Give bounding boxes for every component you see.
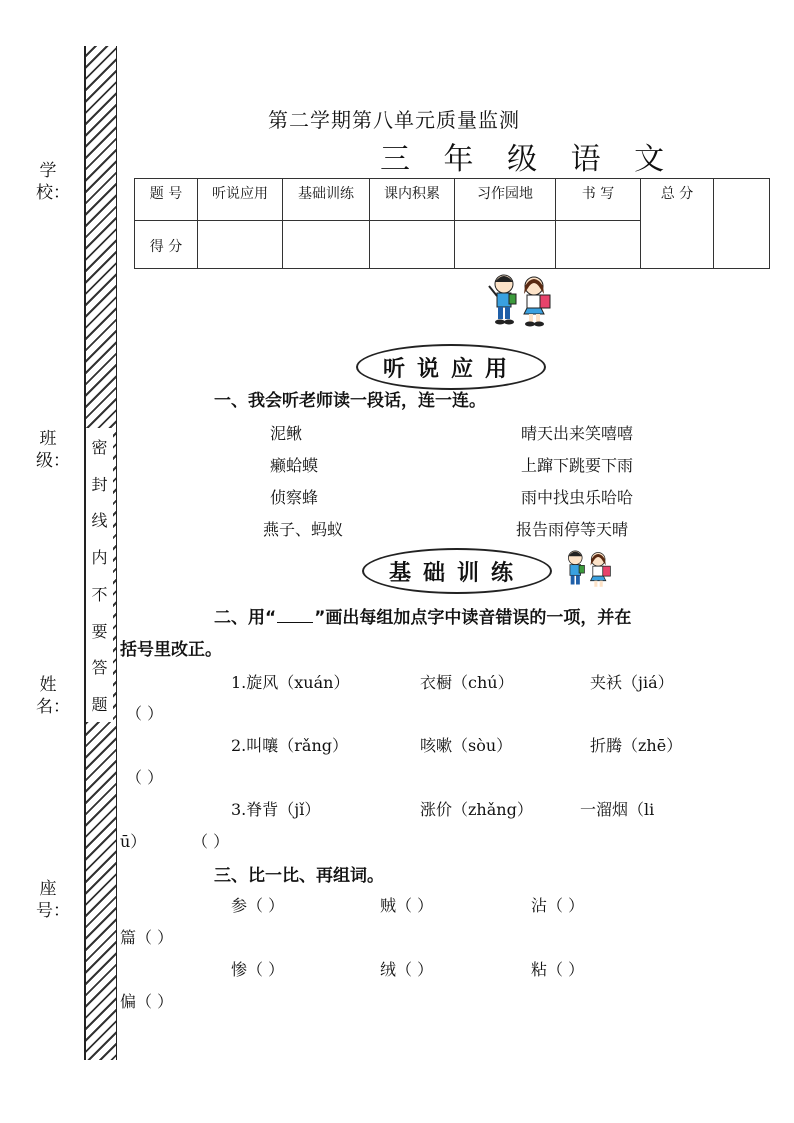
seal-char: 答 — [91, 658, 108, 678]
q3-item[interactable]: 绒（ ） — [380, 960, 434, 979]
seal-char: 要 — [91, 621, 108, 641]
score-header-cell: 习作园地 — [455, 179, 556, 221]
question-1-title: 一、我会听老师读一段话，连一连。 — [214, 391, 486, 411]
score-header-cell: 听说应用 — [198, 179, 283, 221]
q3-item[interactable]: 惨（ ） — [231, 960, 285, 979]
section-title-basics — [362, 548, 552, 594]
seal-notice — [86, 428, 113, 722]
section-title-listening — [356, 344, 546, 390]
question-2-title — [214, 603, 631, 628]
score-row-label: 得 分 — [135, 221, 198, 269]
school-label: 学校： — [36, 161, 70, 203]
q2-item-cont: ū） — [120, 832, 147, 851]
score-input-cell[interactable] — [556, 221, 641, 269]
section-title-text: 基础训练 — [388, 560, 525, 586]
class-label: 班级： — [36, 429, 70, 471]
q2-answer-paren[interactable]: （ ） — [126, 768, 164, 787]
q3-item[interactable]: 篇（ ） — [120, 928, 174, 947]
section-title-text: 听说应用 — [382, 356, 519, 382]
q2-item: 夹袄（jiá） — [590, 673, 674, 692]
q1-right-item: 雨中找虫乐哈哈 — [521, 488, 634, 507]
seat-label: 座号： — [36, 879, 70, 921]
score-total-value[interactable] — [714, 179, 770, 269]
q2-item: 涨价（zhǎng） — [420, 800, 533, 819]
score-table — [134, 178, 770, 269]
seal-char: 内 — [91, 548, 108, 568]
q1-left-item: 侦察蜂 — [270, 488, 319, 507]
exam-subject: 三 年 级 语 文 — [380, 142, 677, 177]
question-2-title-cont: 括号里改正。 — [120, 640, 222, 660]
score-input-cell[interactable] — [455, 221, 556, 269]
score-input-cell[interactable] — [370, 221, 455, 269]
score-header-cell: 题 号 — [135, 179, 198, 221]
score-header-cell: 书 写 — [556, 179, 641, 221]
q2-item: 3.脊背（jǐ） — [231, 800, 321, 819]
children-illustration — [484, 270, 560, 330]
q2-answer-paren[interactable]: （ ） — [126, 704, 164, 723]
q2-answer-paren[interactable]: （ ） — [192, 832, 230, 851]
score-input-cell[interactable] — [283, 221, 370, 269]
exam-title: 第二学期第八单元质量监测 — [268, 108, 520, 132]
seal-char: 密 — [91, 437, 108, 457]
score-total-cell: 总 分 — [641, 179, 714, 269]
q3-item[interactable]: 参（ ） — [231, 896, 285, 915]
q3-item[interactable]: 偏（ ） — [120, 992, 174, 1011]
q1-left-item: 燕子、蚂蚁 — [263, 520, 344, 539]
q3-item[interactable]: 粘（ ） — [531, 960, 585, 979]
q2-title-part: 二、用“ — [214, 608, 277, 628]
question-3-title: 三、比一比、再组词。 — [214, 866, 384, 886]
q2-title-part: ”画出每组加点字中读音错误的一项，并在 — [314, 608, 632, 628]
q1-left-item: 癞蛤蟆 — [270, 456, 319, 475]
q2-item: 1.旋风（xuán） — [231, 673, 350, 692]
score-header-cell: 课内积累 — [370, 179, 455, 221]
q1-right-item: 上蹿下跳要下雨 — [521, 456, 634, 475]
q3-item[interactable]: 贼（ ） — [380, 896, 434, 915]
score-input-cell[interactable] — [198, 221, 283, 269]
children-illustration-small — [560, 546, 618, 594]
q1-right-item: 报告雨停等天晴 — [516, 520, 629, 539]
q2-item: 衣橱（chú） — [420, 673, 514, 692]
q2-item: 咳嗽（sòu） — [420, 736, 513, 755]
q3-item[interactable]: 沾（ ） — [531, 896, 585, 915]
seal-char: 不 — [91, 584, 108, 604]
seal-char: 题 — [91, 695, 108, 715]
score-header-cell: 基础训练 — [283, 179, 370, 221]
q1-left-item: 泥鳅 — [270, 424, 303, 443]
underline-sample — [277, 622, 313, 623]
q1-right-item: 晴天出来笑嘻嘻 — [521, 424, 634, 443]
q2-item: 2.叫嚷（rǎng） — [231, 736, 349, 755]
seal-char: 线 — [91, 511, 108, 531]
name-label: 姓名： — [36, 675, 70, 717]
q2-item: 折腾（zhē） — [590, 736, 683, 755]
seal-char: 封 — [91, 474, 108, 494]
q2-item: 一溜烟（li — [580, 800, 655, 819]
